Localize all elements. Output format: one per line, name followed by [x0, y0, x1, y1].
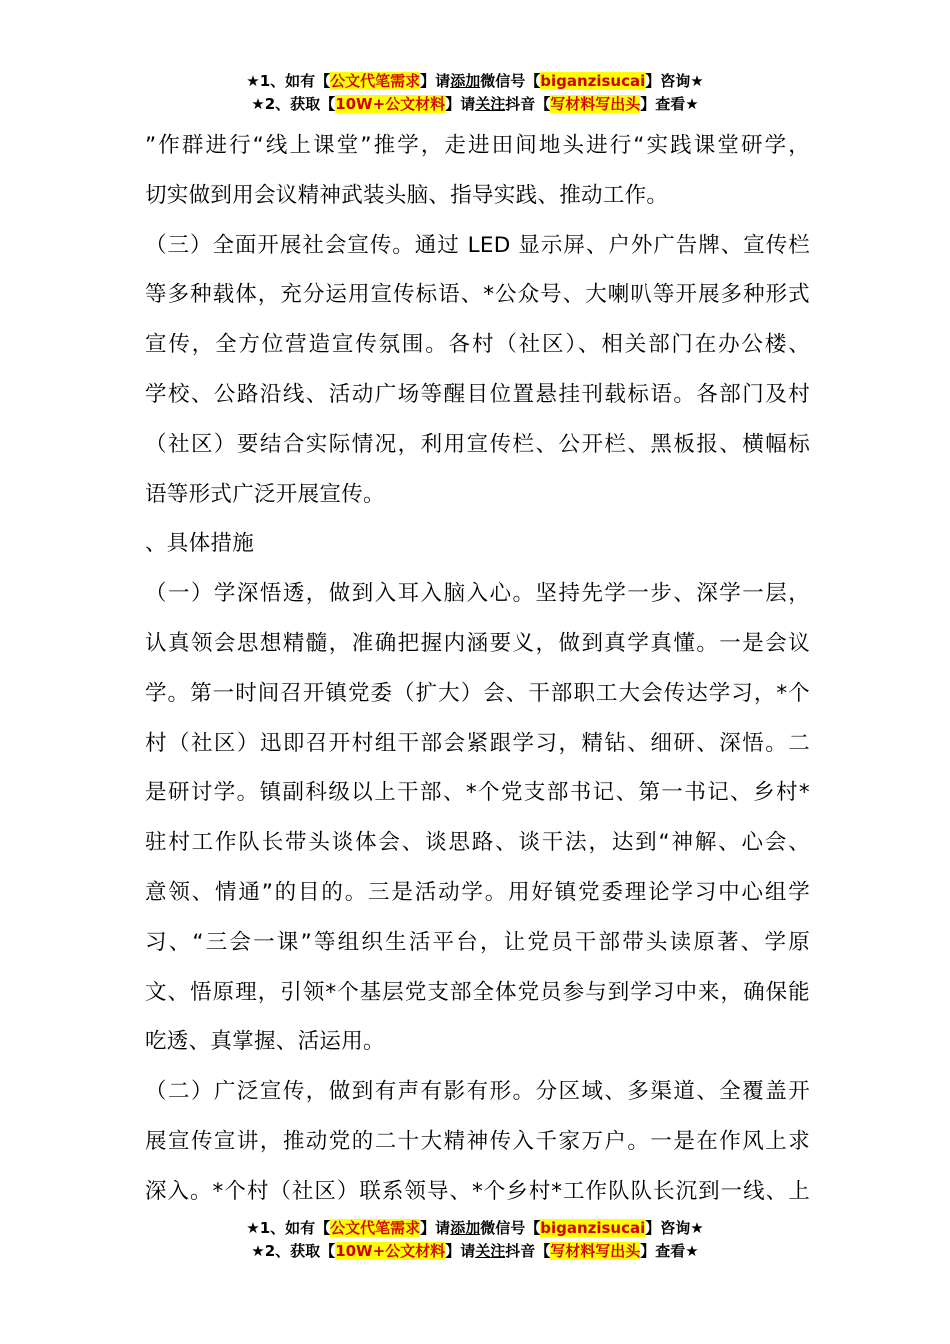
- section-heading: 、具体措施: [145, 531, 255, 557]
- promo-line-1: ★1、如有【公文代笔需求】请添加微信号【biganzisucai】咨询★: [246, 1219, 704, 1237]
- body-line: （二）广泛宣传，做到有声有影有形。分区域、多渠道、全覆盖开: [145, 1079, 810, 1105]
- body-line: 学校、公路沿线、活动广场等醒目位置悬挂刊载标语。各部门及村: [145, 381, 810, 407]
- promo-line-2: ★2、获取【10W+公文材料】请关注抖音【写材料写出头】查看★: [251, 1242, 699, 1260]
- highlight-wechat-id: biganzisucai: [540, 72, 646, 90]
- body-line: 习、“三会一课”等组织生活平台，让党员干部带头读原著、学原: [145, 929, 810, 955]
- body-line: 意领、情通”的目的。三是活动学。用好镇党委理论学习中心组学: [145, 879, 810, 905]
- body-line: 驻村工作队长带头谈体会、谈思路、谈干法，达到“神解、心会、: [145, 830, 810, 856]
- highlight-service: 公文代笔需求: [330, 72, 421, 90]
- highlight-materials: 10W+公文材料: [335, 1242, 446, 1260]
- document-body: [145, 128, 810, 1224]
- highlight-service: 公文代笔需求: [330, 1219, 421, 1237]
- highlight-wechat-id: biganzisucai: [540, 1219, 646, 1237]
- body-line: 村（社区）迅即召开村组干部会紧跟学习，精钻、细研、深悟。二: [145, 730, 810, 756]
- body-line: 深入。*个村（社区）联系领导、*个乡村*工作队队长沉到一线、上: [145, 1178, 810, 1204]
- body-line: （一）学深悟透，做到入耳入脑入心。坚持先学一步、深学一层，: [145, 581, 810, 607]
- body-line: 文、悟原理，引领*个基层党支部全体党员参与到学习中来，确保能: [145, 979, 810, 1005]
- body-line: ”作群进行“线上课堂”推学，走进田间地头进行“实践课堂研学，: [145, 133, 810, 158]
- highlight-douyin-account: 写材料写出头: [550, 95, 641, 113]
- body-line: 学。第一时间召开镇党委（扩大）会、干部职工大会传达学习，*个: [145, 680, 810, 706]
- promo-line-2: ★2、获取【10W+公文材料】请关注抖音【写材料写出头】查看★: [251, 95, 699, 113]
- body-line: 吃透、真掌握、活运用。: [145, 1029, 385, 1055]
- body-line: 语等形式广泛开展宣传。: [145, 481, 385, 507]
- body-line: 切实做到用会议精神武装头脑、指导实践、推动工作。: [145, 182, 669, 208]
- bottom-promo-banner: [0, 1217, 950, 1263]
- body-line: （三）全面开展社会宣传。通过 LED 显示屏、户外广告牌、宣传栏: [145, 232, 810, 258]
- top-promo-banner: [0, 70, 950, 116]
- body-line: 是研讨学。镇副科级以上干部、*个党支部书记、第一书记、乡村*: [145, 780, 810, 806]
- body-line: 认真领会思想精髓，准确把握内涵要义，做到真学真懂。一是会议: [145, 630, 810, 656]
- body-line: 等多种载体，充分运用宣传标语、*公众号、大喇叭等开展多种形式: [145, 282, 810, 308]
- highlight-materials: 10W+公文材料: [335, 95, 446, 113]
- body-line: （社区）要结合实际情况，利用宣传栏、公开栏、黑板报、横幅标: [145, 431, 810, 457]
- promo-line-1: ★1、如有【公文代笔需求】请添加微信号【biganzisucai】咨询★: [246, 72, 704, 90]
- body-line: 宣传，全方位营造宣传氛围。各村（社区）、相关部门在办公楼、: [145, 332, 810, 358]
- body-line: 展宣传宣讲，推动党的二十大精神传入千家万户。一是在作风上求: [145, 1128, 810, 1154]
- highlight-douyin-account: 写材料写出头: [550, 1242, 641, 1260]
